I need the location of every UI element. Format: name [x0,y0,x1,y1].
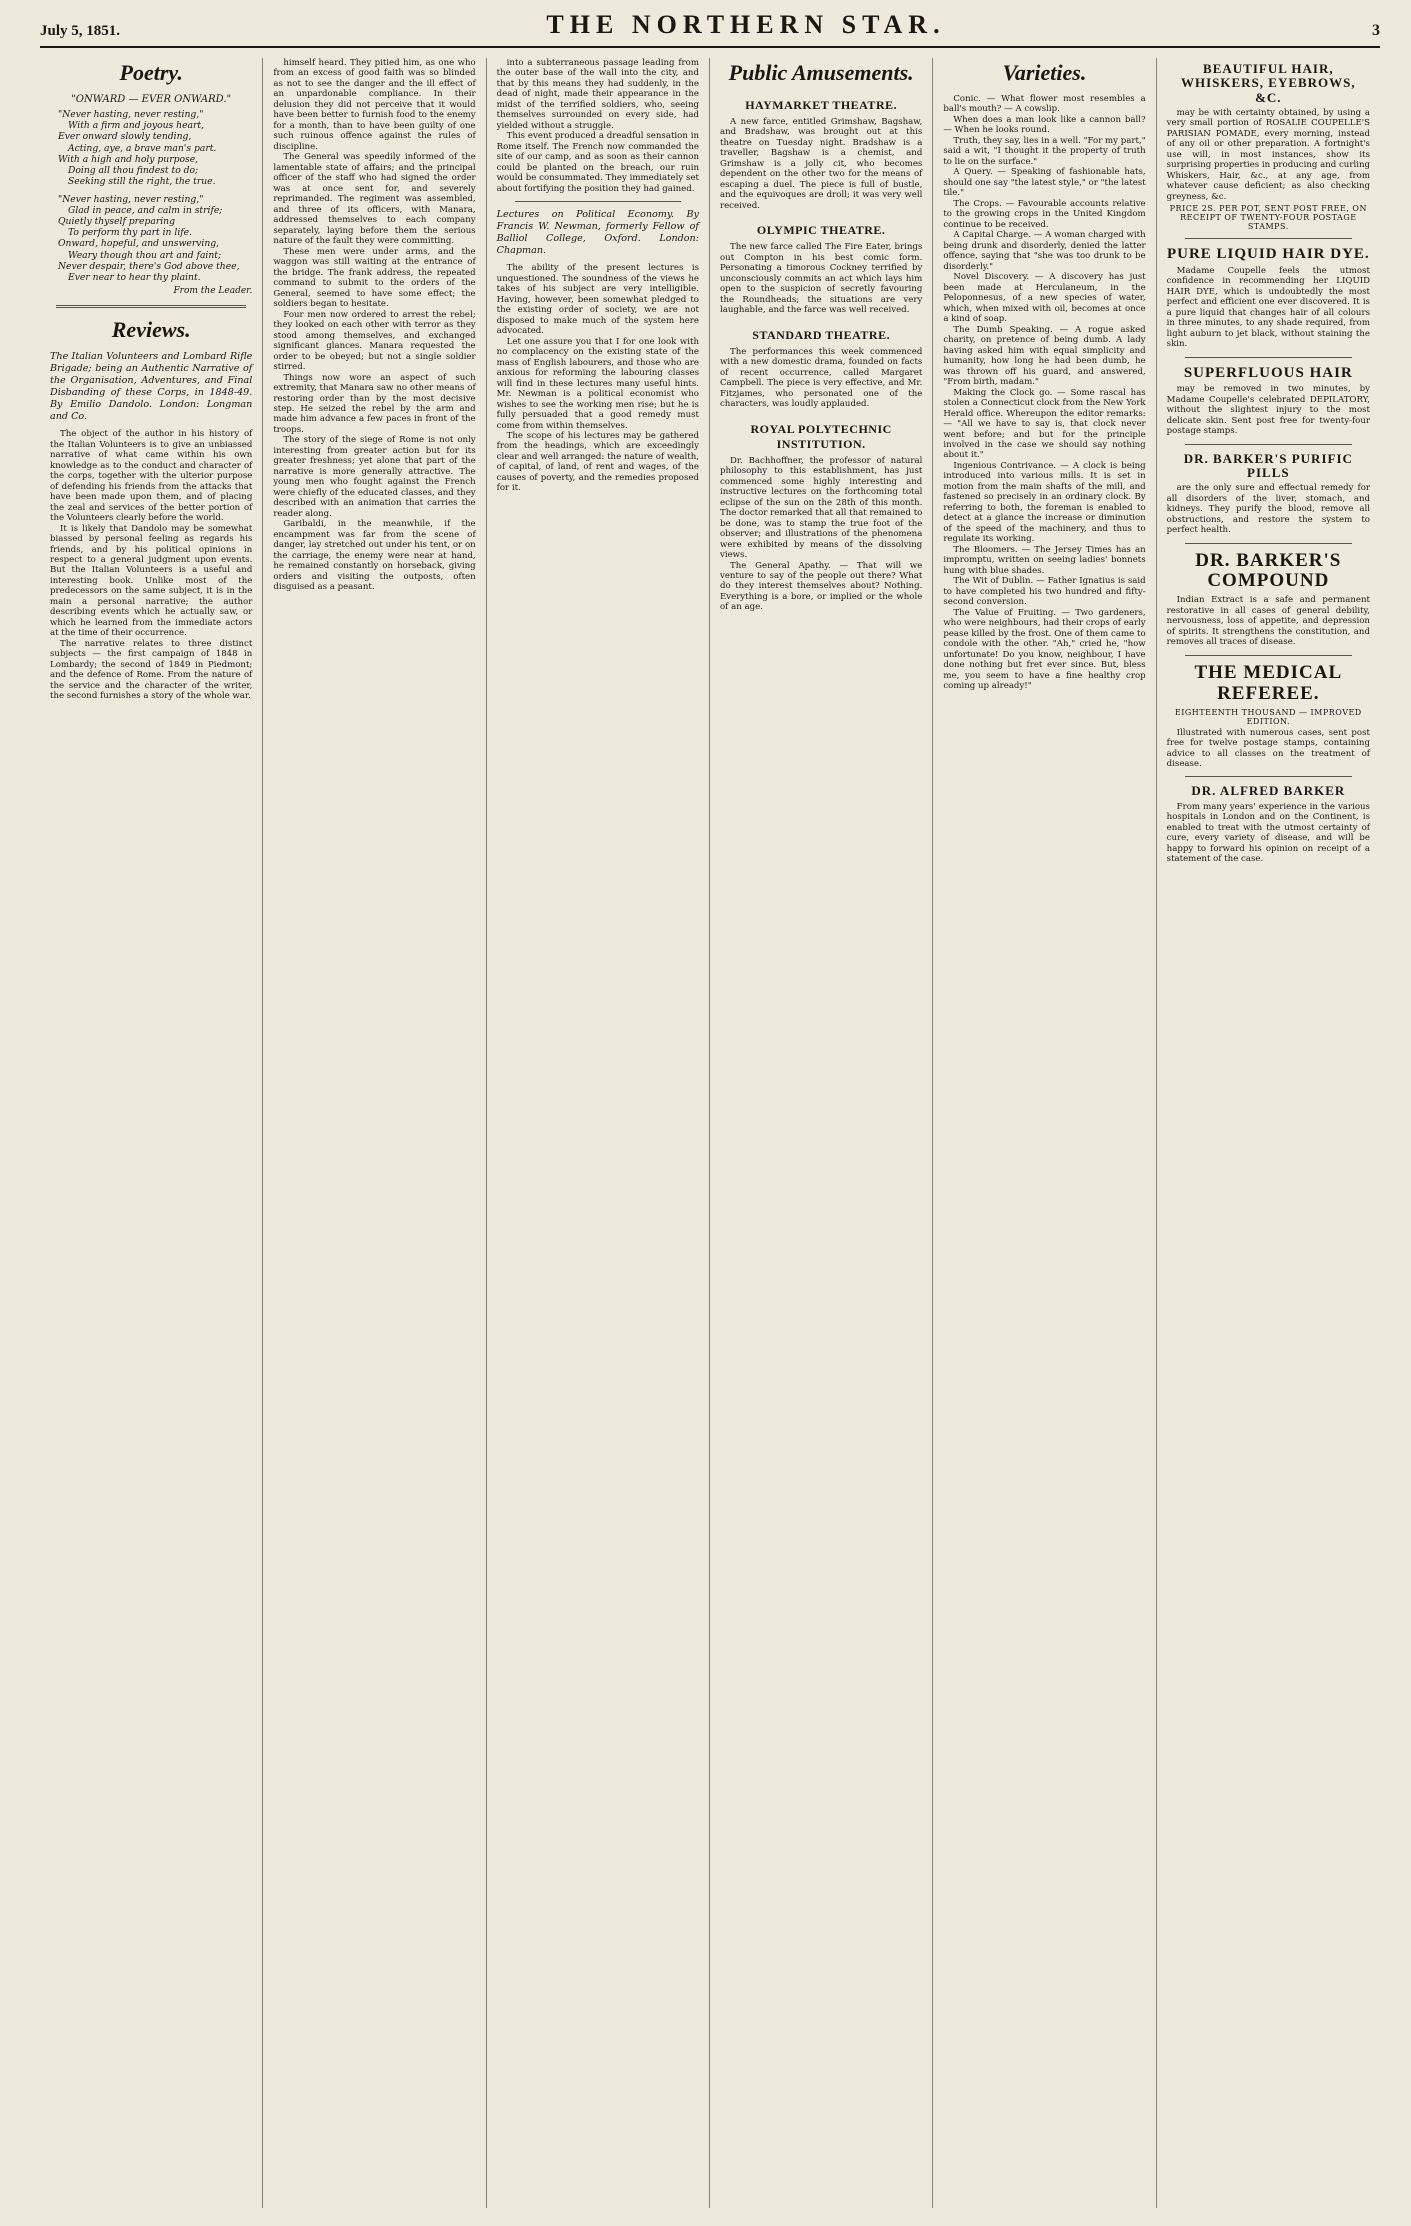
paragraph: A new farce, entitled Grimshaw, Bagshaw, and Bradshaw, was brought out at this theatre on Tuesday night. Bradshaw is a traveller, Bagshaw is a chemist, and Grimshaw is a jolly cit, who becomes dependent on the other two for the means of escaping a duel. The piece is full of bustle, and the equivoques are droll; it was very well received. [719,117,923,211]
poetry-heading: Poetry. [119,60,183,85]
paragraph: The scope of his lectures may be gathered from the headings, which are exceedingly clear and well arranged: the nature of wealth, of capital, of land, of rent and wages, of the causes of poverty, and the remedies proposed for it. [496,430,699,494]
olympic-heading: OLYMPIC THEATRE. [756,223,886,238]
polytechnic-notice [720,456,922,613]
paragraph: Four men now ordered to arrest the rebel; they looked on each other with terror as they stood among themselves, and exchanged significant glances. Manara requested the order to be obeyed; but not a single soldier stirred. [273,309,476,373]
column-2 [263,58,486,2208]
ad-divider [1185,238,1352,239]
column-1 [40,58,263,2208]
haymarket-heading: HAYMARKET THEATRE. [745,98,898,112]
variety-item: The Dumb Speaking. — A rogue asked charity, on pretence of being dumb. A lady having asked him with equal simplicity and humanity, how long he had been dumb, he was thrown off his guard, and answered, "From birth, madam." [943,324,1146,388]
review-body [50,429,252,702]
paragraph: The object of the author in his history of the Italian Volunteers is to give an unbiassed narrative of what came within his own knowledge as to the conduct and character of the corps, together with the ulterior purpose of defending his friends from the attacks that have been made upon them, and of placing the zeal and services of the better portion of the Volunteers clearly before the world. [50,429,253,524]
poem-line: With a firm and joyous heart, [68,120,204,132]
polytechnic-heading: ROYAL POLYTECHNIC INSTITUTION. [750,421,892,451]
paragraph: The new farce called The Fire Eater, brings out Compton in his best comic form. Personating a timorous Cockney terrified by unconsciously commits an act which lays him open to the suspicion of secretly favouring the Roundheads; the situations are very laughable, and the farce was well received. [719,242,923,316]
paragraph: The General was speedily informed of the lamentable state of affairs; and the principal officer of the staff who had signed the order was at once sent for, and severely reprimanded. The regiment was assembled, and three of its officers, with Manara, addressed themselves to each company separately, laying before them the serious nature of the fault they were committing. [273,152,476,247]
advertisement-alfred-barker [1167,784,1370,864]
advertisement-hair [1167,62,1370,231]
paragraph: into a subterraneous passage leading from the outer base of the wall into the city, and that by this means they had suddenly, in the dead of night, made their appearance in the midst of the terrified soldiers, who, seeing themselves surrounded on every side, had yielded without a struggle. [496,58,699,131]
ad-text: Madame Coupelle feels the utmost confidence in recommending her LIQUID HAIR DYE, which is undoubtedly the most perfect and efficient one ever discovered. It is a pure liquid that changes hair of all colours in three minutes, to any shade required, from light auburn to jet black, without staining the skin. [1166,265,1370,350]
advertisement-hair-dye [1167,246,1370,349]
poem-line: Onward, hopeful, and unswerving, [58,238,220,250]
column-3 [487,58,710,2208]
poem-line: With a high and holy purpose, [58,153,199,165]
ad-heading: DR. BARKER'S COMPOUND [1195,549,1342,592]
poem-line: "Never hasting, never resting," [58,193,204,205]
ad-heading: DR. BARKER'S PURIFIC PILLS [1183,450,1353,480]
paragraph: The narrative relates to three distinct subjects — the first campaign of 1848 in Lombardy; the second of 1849 in Piedmont; and the defence of Rome. From the nature of the service and the character of the writer, the second furnishes a story of the whole war. [50,638,253,702]
poem-line: "Never hasting, never resting," [58,109,204,120]
variety-item: The Bloomers. — The Jersey Times has an impromptu, written on seeing ladies' bonnets hung with blue shades. [943,544,1146,576]
review-book-title: The Italian Volunteers and Lombard Rifle Brigade; being an Authentic Narrative of the Organisation, Adventures, and Final Disbanding of these Corps, in 1848-49. By Emilio Dandolo. London: Longman and Co. [50,351,253,423]
ad-heading: DR. ALFRED BARKER [1191,783,1346,799]
ad-price: PRICE 2S. PER POT, SENT POST FREE, ON RECEIPT OF TWENTY-FOUR POSTAGE STAMPS. [1169,204,1367,232]
ad-edition: EIGHTEENTH THOUSAND — IMPROVED EDITION. [1174,707,1362,726]
variety-item: The Value of Fruiting. — Two gardeners, who were neighbours, had their crops of early pease killed by the frost. One of them came to condole with the other. "Ah," cried he, "how unfortunate! Do you know, neighbour, I have done nothing but fret ever since. But, bless me, you seem to have a fine healthy crop coming up already!" [943,607,1146,692]
amusements-heading: Public Amusements. [728,60,914,85]
lectures-title: Lectures on Political Economy. By Francis W. Newman, formerly Fellow of Balliol College, Oxford. London: Chapman. [496,209,699,257]
ad-divider [1185,444,1352,445]
paragraph: Dr. Bachhoffner, the professor of natural philosophy to this establishment, has just commenced some highly interesting and instructive lectures on the forthcoming total eclipse of the sun on the 28th of this month. The doctor remarked that all that remained to be done, was to stamp the true foot of the observer; and illustrations of the phenomena were exhibited by means of the dissolving views. [719,455,923,561]
poem-title: "ONWARD — EVER ONWARD." [71,94,232,105]
paragraph: Garibaldi, in the meanwhile, if the encampment was far from the scene of danger, lay stretched out under his tent, or on the carriage, the enemy were near at hand, he remained constantly on horseback, giving orders and visiting the outposts, often disguised as a peasant. [273,519,476,593]
ad-text: may be with certainty obtained, by using a very small portion of ROSALIE COUPELLE'S PARISIAN POMADE, every morning, instead of any oil or other preparation. A fortnight's use will, in most instances, show its surprising properties in producing and curling Whiskers, Hair, &c., at any age, from whatever cause deficient; as also checking greyness, &c. [1166,107,1370,202]
review-continued [497,58,699,194]
variety-item: The Crops. — Favourable accounts relative to the growing crops in the United Kingdom continue to be received. [943,198,1146,230]
ad-text: are the only sure and effectual remedy for all disorders of the liver, stomach, and kidneys. They purify the blood, remove all obstructions, and restore the system to perfect health. [1166,483,1370,536]
poem-line: Never despair, there's God above thee, [58,260,240,272]
paragraph: The story of the siege of Rome is not only interesting from greater action but for its greater freshness; yet alone that part of the narrative is more generally attractive. The young men who fought against the French were chiefly of the educated classes, and they described with an animation that carries the reader along. [273,435,476,519]
review-continued [273,58,475,593]
poem-line: Weary though thou art and faint; [68,249,222,261]
poem-line: Glad in peace, and calm in strife; [68,204,223,216]
advertisement-compound [1167,551,1370,648]
column-6 [1157,58,1380,2208]
varieties-heading: Varieties. [1002,60,1087,85]
poem-line: Doing all thou findest to do; [68,165,199,177]
ad-divider [1185,357,1352,358]
ad-heading: SUPERFLUOUS HAIR [1183,364,1353,381]
variety-item: A Capital Charge. — A woman charged with being drunk and disorderly, denied the latter offence, saying that "she was too drunk to be disorderly." [943,230,1146,272]
advertisement-medical-referee [1167,663,1370,770]
standard-heading: STANDARD THEATRE. [752,327,891,342]
advertisement-superfluous-hair [1167,365,1370,437]
standard-notice [720,347,922,410]
ad-heading: BEAUTIFUL HAIR, WHISKERS, EYEBROWS, &C. [1180,61,1356,105]
poem-stanza-2 [50,194,252,284]
paragraph: The General Apathy. — That will we venture to say of the people out there? What do they interest themselves about? Nothing. Everything is a bore, or implied or the whole of an age. [719,560,923,613]
haymarket-notice [720,117,922,211]
ad-text: From many years' experience in the various hospitals in London and on the Continent, is enabled to treat with the utmost certainty of cure, every variety of disease, and will be happy to forward his opinion on receipt of a statement of the case. [1166,801,1370,865]
olympic-notice [720,242,922,315]
ad-text: may be removed in two minutes, by Madame Coupelle's celebrated DEPILATORY, without the slightest injury to the most delicate skin. Sent post free for twenty-four postage stamps. [1166,384,1370,437]
ad-divider [1185,655,1352,656]
varieties-list [943,94,1145,692]
columns [40,58,1380,2208]
ad-text: Indian Extract is a safe and permanent restorative in all cases of general debility, nervousness, loss of appetite, and depression of spirits. It strengthens the constitution, and removes all traces of disease. [1166,595,1370,648]
poem-line: Seeking still the right, the true. [68,176,216,188]
page-number: 3 [1371,22,1380,39]
paragraph: Let one assure you that I for one look with no complacency on the existing state of the mass of English labourers, and those who are anxious for reforming the labouring classes will find in these lectures many useful hints. Mr. Newman is a political economist who wishes to see the working men rise; but he is fully persuaded that a good remedy must come from within themselves. [496,336,699,431]
poem-stanza-1 [50,109,252,188]
column-5 [933,58,1156,2208]
poem-line: To perform thy part in life. [68,227,193,239]
variety-item: The Wit of Dublin. — Father Ignatius is said to have completed his two hundred and fifty-second conversion. [943,576,1146,608]
variety-item: Conic. — What flower most resembles a ball's mouth? — A cowslip. [943,94,1146,115]
variety-item: A Query. — Speaking of fashionable hats, should one say "the latest style," or "the latest tile." [943,167,1146,199]
newspaper-title: THE NORTHERN STAR. [546,10,946,39]
poem-line: Ever onward slowly tending, [58,131,192,143]
variety-item: Truth, they say, lies in a well. "For my part," said a wit, "I thought it the property of truth to lie on the surface." [943,135,1146,167]
poem-line: Acting, aye, a brave man's part. [68,142,217,154]
section-divider [56,305,246,308]
paragraph: himself heard. They pitied him, as one who from an excess of good faith was so blinded as not to see the danger and the ill effect of an unpardonable compliance. In their delusion they did not perceive that it would have been better to furnish food to the enemy for a month, than to have been guilty of one such ruinous offence against the rules of discipline. [273,58,476,152]
advertisement-pills [1167,452,1370,536]
paragraph: The performances this week commenced with a new domestic drama, founded on facts of recent occurrence, called Margaret Campbell. The piece is very effective, and Mr. Fitzjames, who personated one of the characters, was loudly applauded. [719,346,923,410]
issue-date: July 5, 1851. [40,23,121,39]
variety-item: Ingenious Contrivance. — A clock is being introduced into various mills. It is set in motion from the main shafts of the mill, and fastened so precisely in an ordinary clock. By referring to both, the foreman is enabled to detect at a glance the increase or diminution of the speed of the machinery, and thus to regulate its working. [943,460,1146,545]
column-4 [710,58,933,2208]
ad-text: Illustrated with numerous cases, sent post free for twelve postage stamps, containing advice to all classes on the treatment of disease. [1166,727,1370,769]
poem-line: Ever near to hear thy plaint. [68,272,201,284]
paragraph: The ability of the present lectures is unquestioned. The soundness of the views he takes of his subject are very intelligible. Having, however, been somewhat pledged to the existing order of society, we are not disposed to make much of the system here advocated. [496,263,699,337]
section-divider [515,201,681,202]
variety-item: Novel Discovery. — A discovery has just been made at Herculaneum, in the Peloponnesus, of a new species of water, which, when mixed with oil, becomes at once a kind of soap. [943,272,1146,325]
paragraph: These men were under arms, and the waggon was still waiting at the entrance of the bridge. The frank address, the repeated command to submit to the orders of the General, seemed to have some effect; the soldiers began to hesitate. [273,246,476,310]
lectures-review [497,263,699,494]
masthead [40,8,1380,48]
ad-heading: THE MEDICAL REFEREE. [1194,661,1343,704]
ad-divider [1185,543,1352,544]
paragraph: It is likely that Dandolo may be somewhat biassed by personal feeling as regards his friends, and by his political opinions in respect to a general judgment upon events. But the Italian Volunteers is a useful and interesting book. Unlike most of the predecessors on the same subject, it is in the main a personal narrative; the author describing events which he actually saw, or which he learned from the immediate actors at the time of their occurrence. [50,523,253,639]
ad-divider [1185,776,1352,777]
ad-heading: PURE LIQUID HAIR DYE. [1166,246,1370,263]
variety-item: Making the Clock go. — Some rascal has stolen a Connecticut clock from the New York Herald office. Whereupon the editor remarks: — "All we have to say is, that clock never went before; and but for the principle involved in the case we should say nothing about it." [943,387,1146,461]
paragraph: This event produced a dreadful sensation in Rome itself. The French now commanded the site of our camp, and as soon as their cannon could be planted on the breach, our ruin would be consummated. They immediately set about fortifying the position they had gained. [496,131,699,194]
paragraph: Things now wore an aspect of such extremity, that Manara saw no other means of restoring order than by the most decisive step. He seized the rebel by the arm and made him advance a few paces in front of the troops. [273,372,476,435]
poem-source: From the Leader. [173,286,253,297]
reviews-heading: Reviews. [111,317,191,343]
poem-line: Quietly thyself preparing [58,215,175,227]
variety-item: When does a man look like a cannon ball? — When he looks round. [943,114,1146,136]
